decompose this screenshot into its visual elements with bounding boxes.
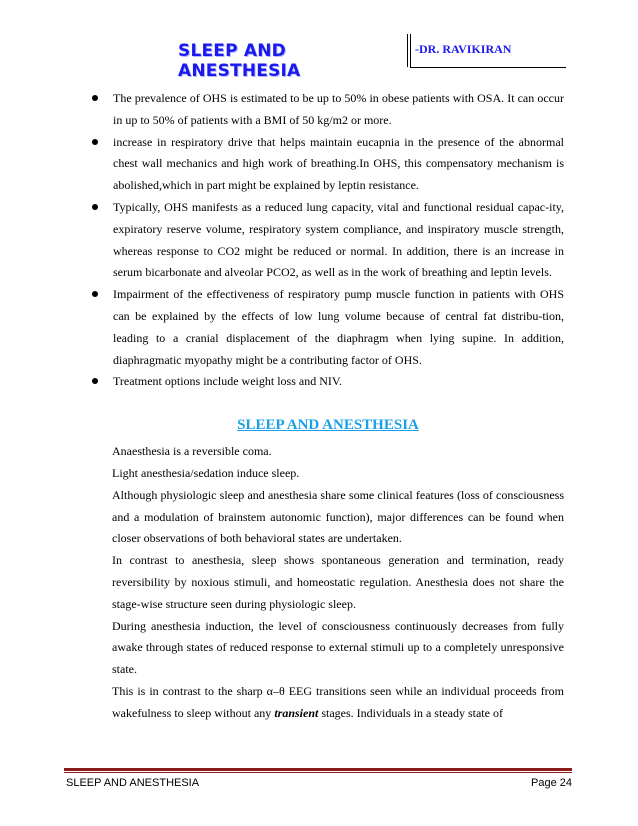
header-title: SLEEP AND ANESTHESIA [178, 41, 301, 81]
bullet-text: Typically, OHS manifests as a reduced lung capacity, vital and functional residual capac-ity, expiratory reserve volume, respiratory system compliance, and inspiratory muscle strength, whereas response to CO2 might be reduced or normal. In addition, there is an increase in serum bicarbonate and alveolar PCO2, as well as in the work of breathing and leptin levels. [113, 199, 564, 280]
bullet-icon [92, 95, 98, 101]
bullet-icon [92, 378, 98, 384]
page-number: Page 24 [531, 777, 572, 789]
paragraph: Light anesthesia/sedation induce sleep. [112, 465, 300, 480]
bullet-icon [92, 204, 98, 210]
header-divider [410, 34, 411, 67]
footer-title: SLEEP AND ANESTHESIA [66, 777, 200, 789]
bullet-text: increase in respiratory drive that helps maintain eucapnia in the presence of the abnormal chest wall mechanics and high work of breathing.In OHS, this compensatory mechanism is abolished,which in part might be explained by leptin resistance. [113, 134, 564, 193]
paragraph-text: This is in contrast to the sharp α–θ EEG transitions seen while an individual proceeds from wakefulness to sleep without any [112, 683, 564, 720]
bullet-icon [92, 139, 98, 145]
paragraph [112, 681, 564, 725]
page-header [0, 34, 638, 81]
header-underline [410, 67, 566, 68]
list-item [92, 88, 564, 132]
bullet-text: The prevalence of OHS is estimated to be up to 50% in obese patients with OSA. It can occur in up to 50% of patients with a BMI of 50 kg/m2 or more. [113, 91, 564, 127]
paragraph: In contrast to anesthesia, sleep shows spontaneous generation and termination, ready reversibility by noxious stimuli, and homeostatic regulation. Anesthesia does not share the stage-wise structure seen during physiologic sleep. [112, 553, 564, 611]
emphasis-text: transient [274, 705, 319, 720]
section-heading: SLEEP AND ANESTHESIA [237, 417, 419, 434]
header-author: -DR. RAVIKIRAN [415, 42, 512, 56]
list-item [92, 284, 564, 371]
bullet-text: Treatment options include weight loss and NIV. [113, 374, 342, 389]
footer-rule [64, 772, 572, 773]
paragraph-text: stages. Individuals in a steady state of [318, 705, 503, 720]
footer-rule [64, 768, 572, 771]
list-item [92, 197, 564, 284]
bullet-icon [92, 291, 98, 297]
bullet-text: Impairment of the effectiveness of respiratory pump muscle function in patients with OHS can be explained by the effects of low lung volume because of central fat distribu-tion, leading to a cranial displacement of the diaphragm when lying supine. In addition, diaphragmatic myopathy might be a contributing factor of OHS. [113, 287, 564, 367]
list-item [92, 371, 564, 393]
paragraph: Although physiologic sleep and anesthesia share some clinical features (loss of consciousness and a modulation of brainstem autonomic function), major differences can be found when closer observations of both behavioral states are undertaken. [112, 487, 564, 546]
bullet-list [92, 88, 564, 393]
header-divider [407, 34, 408, 67]
document-body [92, 88, 564, 725]
paragraph: Anaesthesia is a reversible coma. [112, 444, 272, 459]
list-item [92, 132, 564, 197]
paragraph: During anesthesia induction, the level of consciousness continuously decreases from fully awake through states of reduced response to external stimuli up to a completely unresponsive state. [112, 618, 564, 677]
